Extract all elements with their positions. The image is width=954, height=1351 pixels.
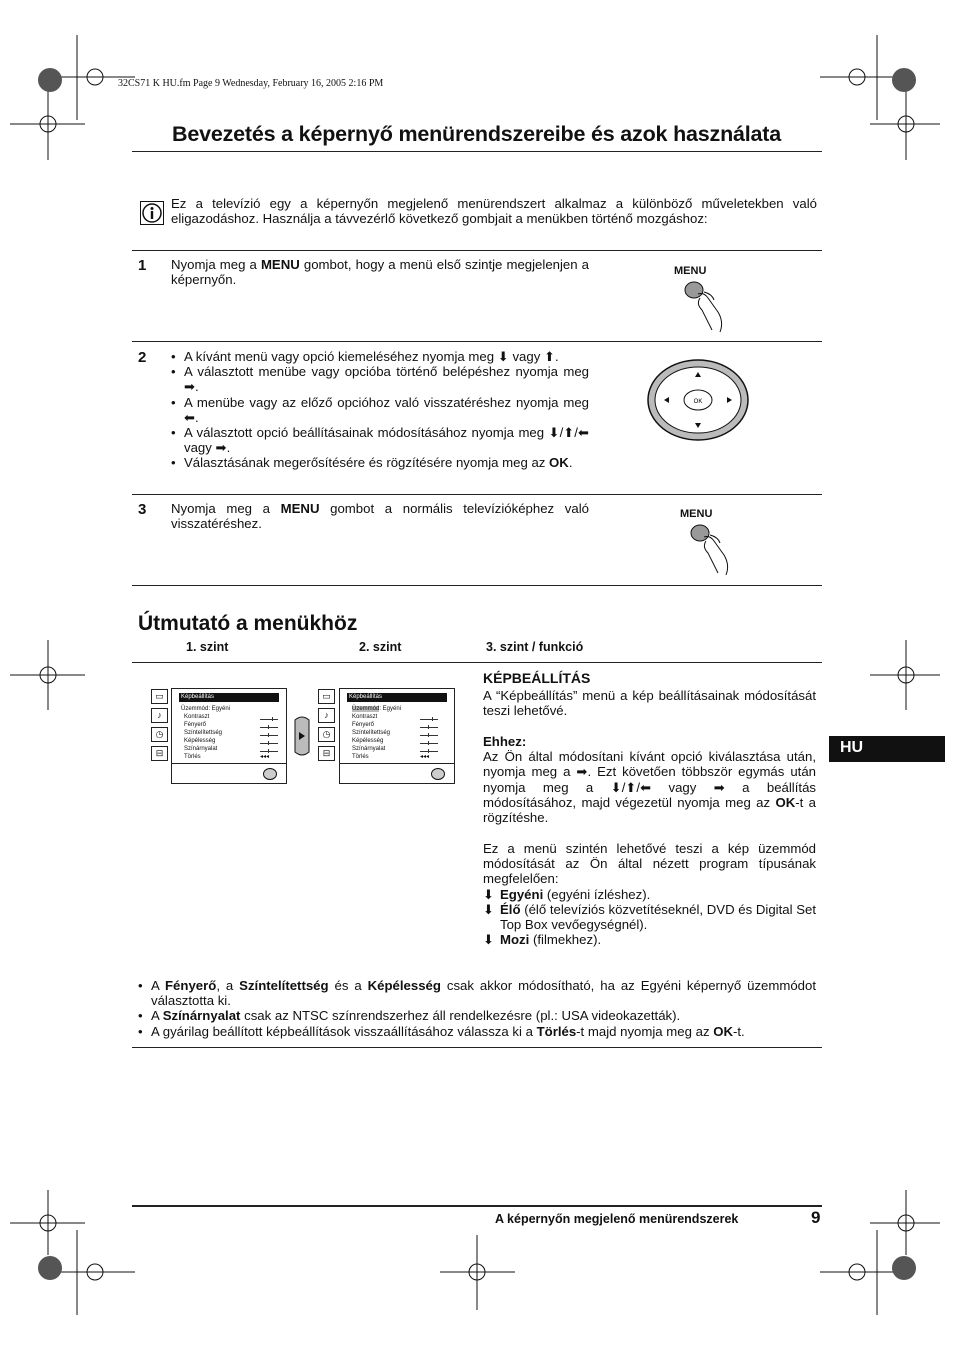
screen-item: Színárnyalat: [184, 746, 218, 752]
step-number: 1: [138, 257, 147, 274]
file-header: 32CS71 K HU.fm Page 9 Wednesday, February 16, 2005 2:16 PM: [118, 78, 384, 89]
picture-menu-icon: ▭: [151, 689, 168, 704]
mode-intro: Ez a menü szintén lehetővé teszi a kép üzemmód módosítását az Ön által nézett program típusának megfelelően:: [483, 841, 816, 887]
navigation-arrow-icon: [293, 716, 311, 756]
list-item: ⬇ Élő (élő televíziós közvetítéseknél, DVD és Digital Set Top Box vevőegységnél).: [483, 901, 816, 933]
list-item: • A Fényerő, a Színtelítettség és a Képélesség csak akkor módosítható, ha az Egyéni képernyő üzemmódot választotta ki.: [151, 978, 816, 1008]
ok-icon: [263, 768, 277, 780]
svg-text:OK: OK: [693, 399, 703, 405]
list-item: • A menübe vagy az előző opcióhoz való visszatéréshez nyomja meg ⬅.: [184, 395, 589, 425]
setup-menu-icon: ⊟: [151, 746, 168, 761]
screen-item: Színtelítettség: [184, 730, 223, 736]
menu-screen-level-2: [339, 688, 455, 784]
section-title: Útmutató a menükhöz: [138, 612, 358, 635]
list-item: • Választásának megerősítésére és rögzítésére nyomja meg az OK.: [184, 455, 589, 470]
menu-button-label: MENU: [680, 508, 713, 520]
screen-item: Színárnyalat: [352, 746, 386, 752]
screen-item: Kontraszt: [184, 714, 210, 720]
screen-item: Színtelítettség: [352, 730, 391, 736]
sound-menu-icon: ♪: [318, 708, 335, 723]
footer-rule: [132, 1205, 822, 1207]
list-item: • A választott menübe vagy opcióba történő belépéshez nyomja meg ➡.: [184, 364, 589, 394]
joystick-ok-icon: [646, 358, 750, 442]
list-item: ⬇ Egyéni (egyéni ízléshez).: [483, 886, 651, 902]
timer-menu-icon: ◷: [151, 727, 168, 742]
step-2-list: [171, 349, 589, 471]
level-1-label: 1. szint: [186, 640, 229, 654]
setup-menu-icon: ⊟: [318, 746, 335, 761]
step-number: 2: [138, 349, 147, 366]
screen-item: Törlés: [184, 754, 201, 760]
reset-arrows-icon: ◂◂◂: [420, 754, 430, 760]
ok-icon: [431, 768, 445, 780]
list-item: • A kívánt menü vagy opció kiemeléséhez nyomja meg ⬇ vagy ⬆.: [184, 349, 589, 364]
list-item: ⬇ Mozi (filmekhez).: [483, 932, 602, 948]
screen-item: Fényerő: [184, 722, 207, 728]
screen-item: Törlés: [352, 754, 369, 760]
screen-item: Képélesség: [184, 738, 216, 744]
hand-press-menu-icon: [680, 278, 730, 338]
screen-item: Kontraszt: [352, 714, 378, 720]
screen-item: Fényerő: [352, 722, 375, 728]
language-tab: HU: [829, 736, 945, 762]
screen-title: Képbeállítás: [179, 693, 279, 702]
kep-heading: KÉPBEÁLLÍTÁS: [483, 670, 591, 686]
kep-description: A “Képbeállítás” menü a kép beállításainak módosítását teszi lehetővé.: [483, 688, 816, 719]
menu-button-label: MENU: [674, 265, 707, 277]
step-number: 3: [138, 501, 147, 518]
hand-press-menu-icon: [688, 521, 738, 581]
reset-arrows-icon: ◂◂◂: [260, 754, 270, 760]
screen-title: Képbeállítás: [347, 693, 447, 702]
info-icon: [140, 201, 164, 225]
step-3-text: Nyomja meg a MENU gombot a normális televízióképhez való visszatéréshez.: [171, 501, 589, 532]
level-rule: [132, 662, 822, 663]
screen-item: Képélesség: [352, 738, 384, 744]
page-title: Bevezetés a képernyő menürendszereibe és azok használata: [172, 122, 782, 146]
mode-block: [483, 841, 816, 947]
notes-list: [138, 978, 816, 1039]
notes-rule: [132, 1047, 822, 1048]
list-item: • A gyárilag beállított képbeállítások visszaállításához válassza ki a Törlés-t majd nyomja meg az OK-t.: [151, 1024, 816, 1039]
footer-title: A képernyőn megjelenő menürendszerek: [495, 1212, 739, 1226]
step-rule: [132, 494, 822, 495]
level-3-label: 3. szint / funkció: [486, 640, 584, 654]
timer-menu-icon: ◷: [318, 727, 335, 742]
screen-mode-row: Üzemmód: Egyéni: [181, 706, 231, 712]
sound-menu-icon: ♪: [151, 708, 168, 723]
step-rule: [132, 341, 822, 342]
menu-screen-level-1: [171, 688, 287, 784]
list-item: • A választott opció beállításainak módosításához nyomja meg ⬇/⬆/⬅ vagy ➡.: [184, 425, 589, 455]
intro-text: Ez a televízió egy a képernyőn megjelenő menürendszert alkalmaz a különböző műveletekben való eligazodáshoz. Használja a távvezérlő következő gombjait a menükben történő mozgáshoz:: [171, 196, 817, 227]
page-number: 9: [811, 1208, 821, 1227]
level-2-label: 2. szint: [359, 640, 402, 654]
list-item: • A Színárnyalat csak az NTSC színrendszerhez áll rendelkezésre (pl.: USA videokazetták).: [151, 1008, 816, 1023]
ehhez-block: Ehhez: Az Ön által módosítani kívánt opció kiválasztása után, nyomja meg a ➡. Ezt követően többször egymás után nyomja meg a ⬇/⬆/⬅ vagy ➡ a beállítás módosításához, majd végezetül nyomja meg az OK-t a rögzítéshe.: [483, 734, 816, 826]
screen-mode-row: Üzemmód: Egyéni: [352, 706, 402, 712]
step-rule: [132, 250, 822, 251]
step-1-text: Nyomja meg a MENU gombot, hogy a menü első szintje megjelenjen a képernyőn.: [171, 257, 590, 288]
title-rule: [132, 151, 822, 152]
picture-menu-icon: ▭: [318, 689, 335, 704]
step-rule: [132, 585, 822, 586]
